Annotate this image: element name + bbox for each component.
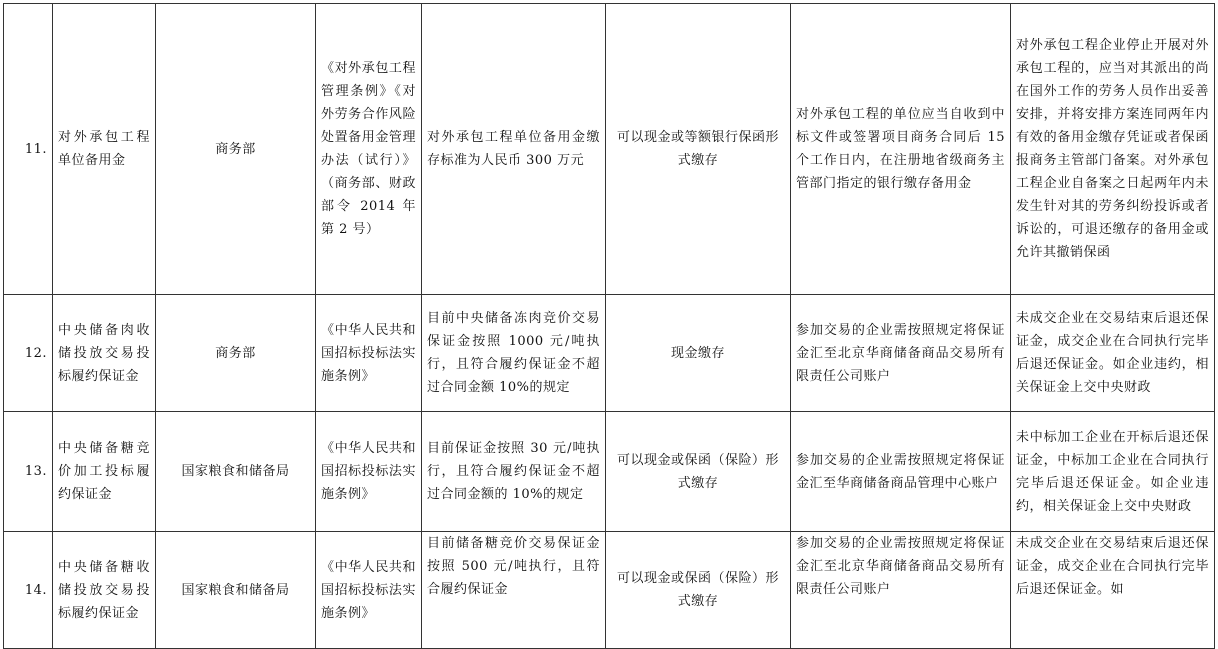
deposit-table — [3, 3, 1215, 649]
table-row — [4, 4, 1215, 295]
department: 商务部 — [156, 295, 316, 412]
refund-rules: 未成交企业在交易结束后退还保证金，成交企业在合同执行完毕后退还保证金。如企业违约，相关保证金上交中央财政 — [1011, 295, 1215, 412]
deposit-timing-text: 参加交易的企业需按照规定将保证金汇至北京华商储备商品交易所有限责任公司账户 — [796, 536, 1005, 597]
row-number: 12. — [4, 295, 53, 412]
deposit-timing — [791, 532, 1011, 649]
legal-basis: 《中华人民共和国招标投标法实施条例》 — [316, 295, 422, 412]
legal-basis: 《对外承包工程管理条例》《对外劳务合作风险处置备用金管理办法（试行）》（商务部、财政部令 2014 年第 2 号） — [316, 4, 422, 295]
department: 国家粮食和储备局 — [156, 532, 316, 649]
deposit-item: 中央储备肉收储投放交易投标履约保证金 — [53, 295, 156, 412]
refund-rules: 未中标加工企业在开标后退还保证金，中标加工企业在合同执行完毕后退还保证金。如企业违约，相关保证金上交中央财政 — [1011, 412, 1215, 532]
deposit-method: 可以现金或保函（保险）形式缴存 — [606, 532, 791, 649]
deposit-standard: 对外承包工程单位备用金缴存标准为人民币 300 万元 — [422, 4, 606, 295]
row-number: 14. — [4, 532, 53, 649]
deposit-item: 对外承包工程单位备用金 — [53, 4, 156, 295]
deposit-timing: 参加交易的企业需按照规定将保证金汇至北京华商储备商品交易所有限责任公司账户 — [791, 295, 1011, 412]
deposit-item: 中央储备糖竞价加工投标履约保证金 — [53, 412, 156, 532]
table-row — [4, 532, 1215, 649]
deposit-timing: 对外承包工程的单位应当自收到中标文件或签署项目商务合同后 15 个工作日内，在注册地省级商务主管部门指定的银行缴存备用金 — [791, 4, 1011, 295]
department: 国家粮食和储备局 — [156, 412, 316, 532]
row-number: 11. — [4, 4, 53, 295]
deposit-method: 现金缴存 — [606, 295, 791, 412]
refund-rules: 对外承包工程企业停止开展对外承包工程的，应当对其派出的尚在国外工作的劳务人员作出妥善安排，并将安排方案连同两年内有效的备用金缴存凭证或者保函报商务主管部门备案。对外承包工程企业自备案之日起两年内未发生针对其的劳务纠纷投诉或者诉讼的，可退还缴存的备用金或允许其撤销保函 — [1011, 4, 1215, 295]
table-row — [4, 412, 1215, 532]
deposit-standard: 目前中央储备冻肉竞价交易保证金按照 1000 元/吨执行，且符合履约保证金不超过合同金额 10%的规定 — [422, 295, 606, 412]
legal-basis: 《中华人民共和国招标投标法实施条例》 — [316, 412, 422, 532]
refund-rules-text: 未成交企业在交易结束后退还保证金，成交企业在合同执行完毕后退还保证金。如 — [1016, 536, 1209, 597]
deposit-method: 可以现金或保函（保险）形式缴存 — [606, 412, 791, 532]
deposit-standard-text: 目前储备糖竞价交易保证金按照 500 元/吨执行，且符合履约保证金 — [427, 536, 600, 597]
legal-basis: 《中华人民共和国招标投标法实施条例》 — [316, 532, 422, 649]
refund-rules — [1011, 532, 1215, 649]
deposit-timing: 参加交易的企业需按照规定将保证金汇至华商储备商品管理中心账户 — [791, 412, 1011, 532]
deposit-item: 中央储备糖收储投放交易投标履约保证金 — [53, 532, 156, 649]
table-row — [4, 295, 1215, 412]
deposit-standard: 目前保证金按照 30 元/吨执行，且符合履约保证金不超过合同金额的 10%的规定 — [422, 412, 606, 532]
row-number: 13. — [4, 412, 53, 532]
deposit-method: 可以现金或等额银行保函形式缴存 — [606, 4, 791, 295]
deposit-standard — [422, 532, 606, 649]
department: 商务部 — [156, 4, 316, 295]
